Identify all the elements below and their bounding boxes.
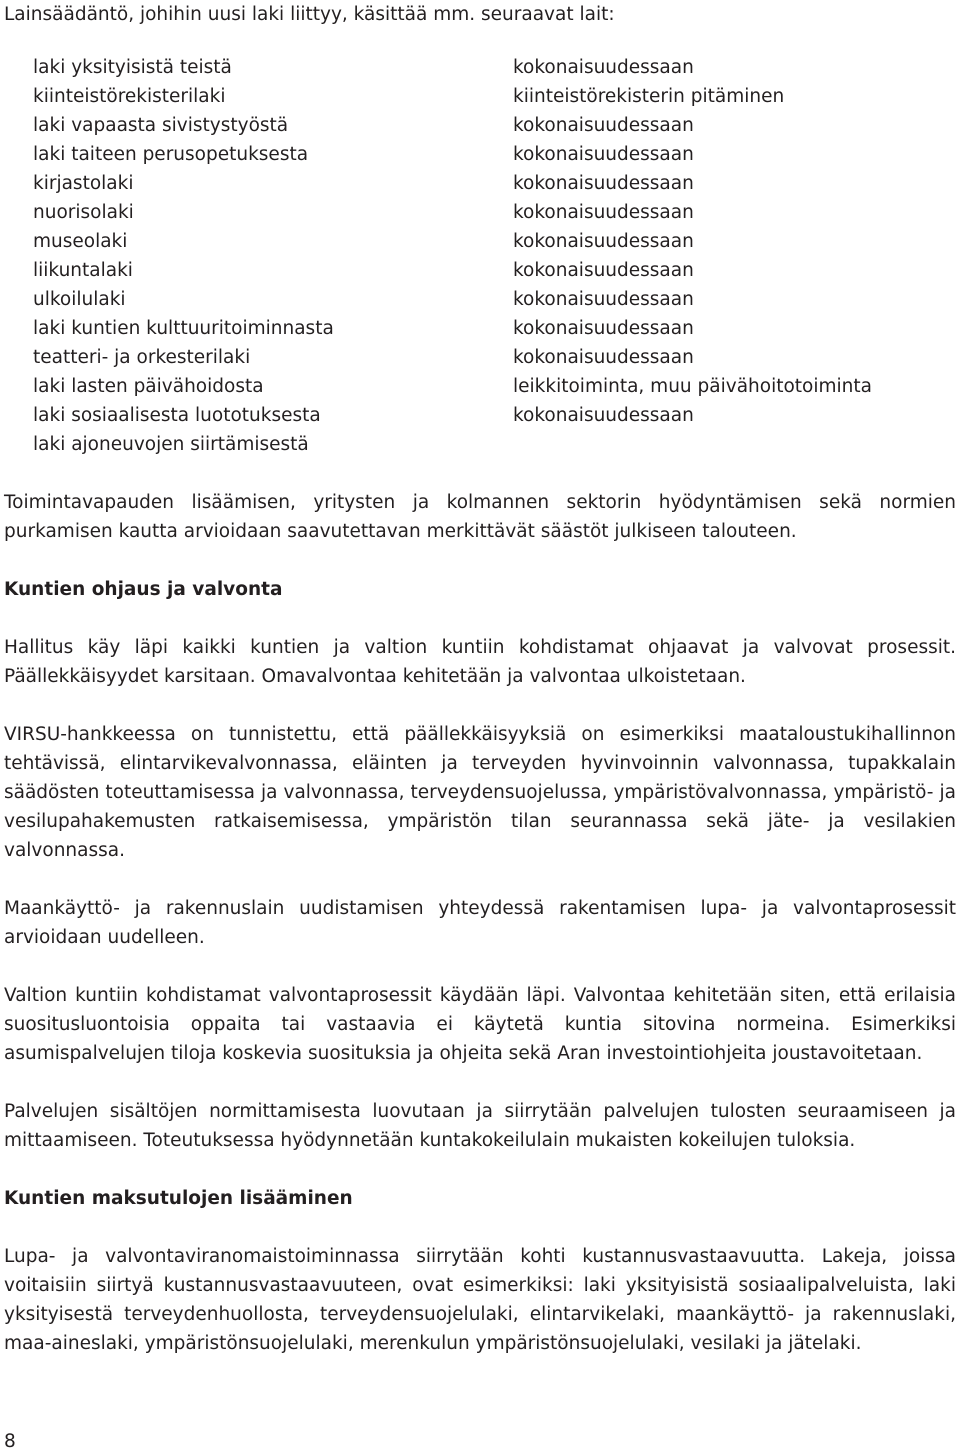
law-row	[33, 401, 872, 430]
paragraph: Lupa- ja valvontaviranomaistoiminnassa siirrytään kohti kustannusvastaavuutta. Lakeja, joissa voitaisiin siirtyä kustannusvastaavuuteen, ovat esimerkiksi: laki yksityisistä sosiaalipalveluista, laki yksityisestä terveydenhuollosta, terveydensuojelulaki, elintarvikelaki, maankäyttö- ja rakennuslaki, maa-aineslaki, ympäristönsuojelulaki, merenkulun ympäristönsuojelulaki, vesilaki ja jätelaki.	[4, 1246, 956, 1354]
paragraph: Hallitus käy läpi kaikki kuntien ja valtion kuntiin kohdistamat ohjaavat ja valvovat prosessit. Päällekkäisyydet karsitaan. Omavalvontaa kehitetään ja valvontaa ulkoistetaan.	[4, 637, 956, 687]
paragraph: Valtion kuntiin kohdistamat valvontaprosessit käydään läpi. Valvontaa kehitetään siten, että erilaisia suositusluontoisia oppaita tai vastaavia ei käytetä kuntia sitovina normeina. Esimerkiksi asumispalvelujen tiloja koskevia suosituksia ja ohjeita sekä Aran investointiohjeita joustavoitetaan.	[4, 985, 956, 1064]
law-name: kiinteistörekisterilaki	[33, 86, 226, 107]
law-scope: kokonaisuudessaan	[513, 318, 694, 339]
law-row	[33, 343, 872, 372]
law-row	[33, 256, 872, 285]
law-name: laki kuntien kulttuuritoiminnasta	[33, 318, 334, 339]
law-row	[33, 140, 872, 169]
law-name: liikuntalaki	[33, 260, 133, 281]
law-scope: kokonaisuudessaan	[513, 289, 694, 310]
law-name: ulkoilulaki	[33, 289, 126, 310]
section-heading: Kuntien maksutulojen lisääminen	[4, 1188, 353, 1209]
law-row	[33, 198, 872, 227]
law-name: laki yksityisistä teistä	[33, 57, 232, 78]
law-name: museolaki	[33, 231, 128, 252]
law-name: laki lasten päivähoidosta	[33, 376, 264, 397]
law-scope: kiinteistörekisterin pitäminen	[513, 86, 785, 107]
law-name: laki sosiaalisesta luototuksesta	[33, 405, 321, 426]
paragraph: Toimintavapauden lisäämisen, yritysten ja kolmannen sektorin hyödyntämisen sekä normien purkamisen kautta arvioidaan saavutettavan merkittävät säästöt julkiseen talouteen.	[4, 492, 956, 542]
section-heading: Kuntien ohjaus ja valvonta	[4, 579, 283, 600]
law-name: laki taiteen perusopetuksesta	[33, 144, 309, 165]
law-row	[33, 227, 872, 256]
paragraph: VIRSU-hankkeessa on tunnistettu, että päällekkäisyyksiä on esimerkiksi maataloustukihallinnon tehtävissä, elintarvikevalvonnassa, eläinten ja terveyden hyvinvoinnin valvonnassa, tupakkalain säädösten toteuttamisessa ja valvonnassa, terveydensuojelussa, ympäristövalvonnassa, ympäristö- ja vesilupahakemusten ratkaisemisessa, ympäristön tilan seurannassa sekä jäte- ja vesilakien valvonnassa.	[4, 724, 956, 861]
page-number: 8	[4, 1431, 16, 1452]
paragraph: Palvelujen sisältöjen normittamisesta luovutaan ja siirrytään palvelujen tulosten seuraamiseen ja mittaamiseen. Toteutuksessa hyödynnetään kuntakokeilulain mukaisten kokeilujen tuloksia.	[4, 1101, 956, 1151]
law-scope: kokonaisuudessaan	[513, 57, 694, 78]
law-row	[33, 169, 872, 198]
law-scope: kokonaisuudessaan	[513, 231, 694, 252]
law-scope: kokonaisuudessaan	[513, 202, 694, 223]
intro-sentence: Lainsäädäntö, johihin uusi laki liittyy, käsittää mm. seuraavat lait:	[4, 4, 615, 25]
law-row	[33, 53, 872, 82]
law-name: laki vapaasta sivistystyöstä	[33, 115, 289, 136]
law-scope: kokonaisuudessaan	[513, 115, 694, 136]
law-scope: kokonaisuudessaan	[513, 260, 694, 281]
law-scope: kokonaisuudessaan	[513, 347, 694, 368]
law-row	[33, 372, 872, 401]
law-row	[33, 430, 872, 459]
law-scope	[513, 430, 872, 459]
law-row	[33, 111, 872, 140]
law-row	[33, 285, 872, 314]
law-name: laki ajoneuvojen siirtämisestä	[33, 434, 309, 455]
law-name: nuorisolaki	[33, 202, 134, 223]
law-table	[33, 53, 872, 459]
law-row	[33, 314, 872, 343]
law-scope: leikkitoiminta, muu päivähoitotoiminta	[513, 376, 872, 397]
paragraph: Maankäyttö- ja rakennuslain uudistamisen yhteydessä rakentamisen lupa- ja valvontaprosessit arvioidaan uudelleen.	[4, 898, 956, 948]
body-text	[4, 488, 956, 1387]
law-scope: kokonaisuudessaan	[513, 144, 694, 165]
law-name: kirjastolaki	[33, 173, 134, 194]
law-scope: kokonaisuudessaan	[513, 173, 694, 194]
law-scope: kokonaisuudessaan	[513, 405, 694, 426]
law-row	[33, 82, 872, 111]
law-name: teatteri- ja orkesterilaki	[33, 347, 251, 368]
